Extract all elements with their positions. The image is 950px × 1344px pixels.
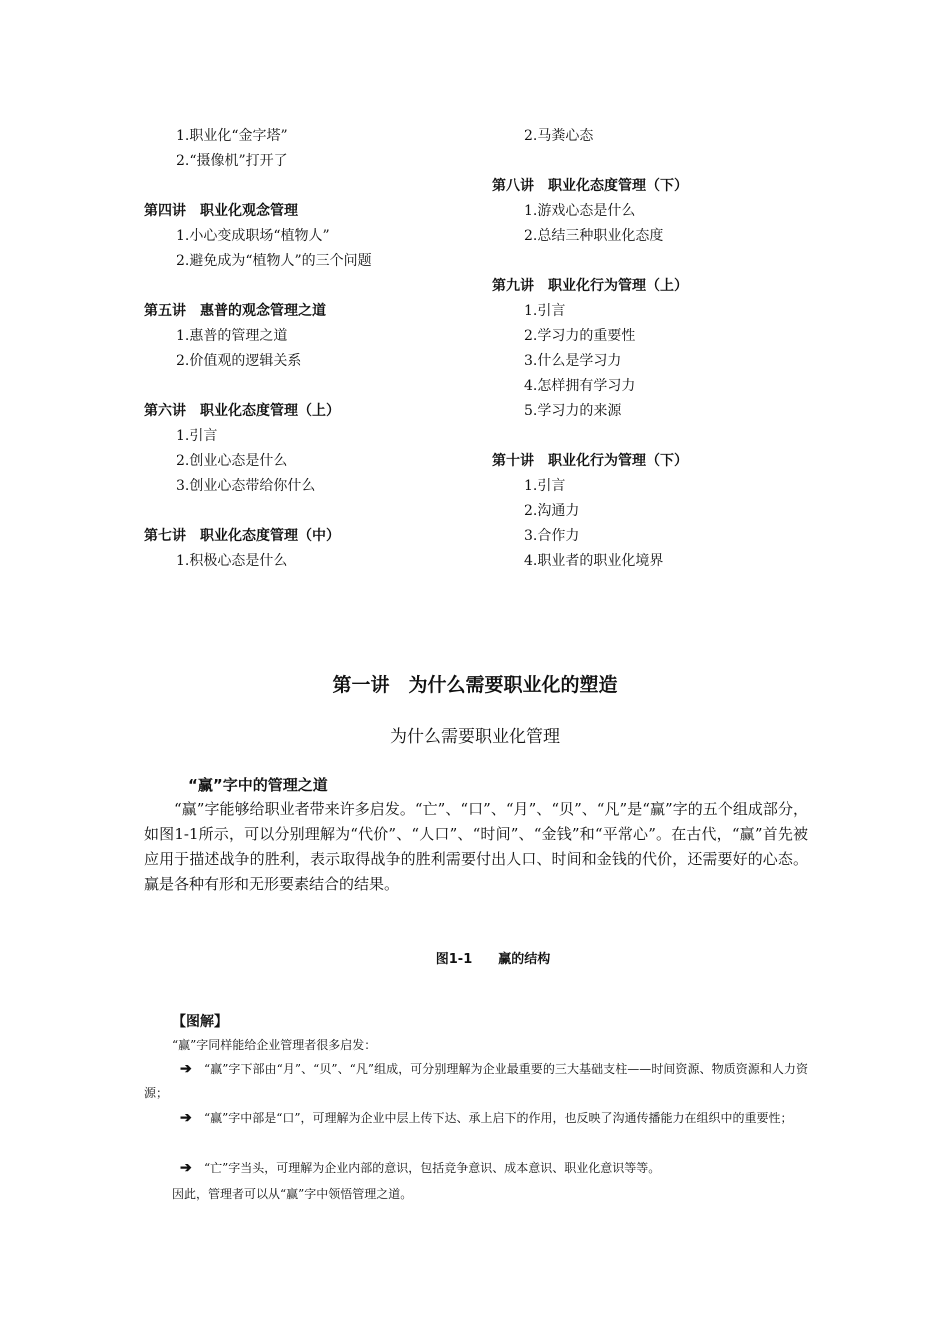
toc-entry: 1.引言 xyxy=(176,428,218,444)
tujie-bullet-text: “赢”字下部由“月”、“贝”、“凡”组成，可分别理解为企业最重要的三大基础支柱——时间资源、物质资源和人力资源； xyxy=(144,1062,808,1100)
tujie-bullet-text: “赢”字中部是“口”，可理解为企业中层上传下达、承上启下的作用，也反映了沟通传播能力在组织中的重要性； xyxy=(204,1111,793,1125)
arrow-icon: ➔ xyxy=(180,1061,192,1077)
arrow-icon: ➔ xyxy=(180,1160,192,1176)
toc-entry: 2.学习力的重要性 xyxy=(524,328,636,344)
toc-lecture-heading: 第八讲 职业化态度管理（下） xyxy=(492,178,688,194)
toc-entry: 4.职业者的职业化境界 xyxy=(524,553,664,569)
toc-spacer xyxy=(492,249,822,274)
toc-spacer xyxy=(492,149,822,174)
figure-caption: 图1-1 赢的结构 xyxy=(435,952,551,967)
toc-left-column xyxy=(144,124,464,574)
toc-right-column xyxy=(492,124,822,574)
toc-lecture-heading: 第六讲 职业化态度管理（上） xyxy=(144,403,340,419)
tujie-label: 【图解】 xyxy=(172,1014,228,1030)
section-heading: “赢”字中的管理之道 xyxy=(188,776,328,794)
toc-lecture-heading: 第七讲 职业化态度管理（中） xyxy=(144,528,340,544)
toc-entry: 5.学习力的来源 xyxy=(524,403,622,419)
toc-entry: 3.创业心态带给你什么 xyxy=(176,478,316,494)
toc-entry: 1.职业化“金字塔” xyxy=(176,128,288,144)
toc-lecture-heading: 第九讲 职业化行为管理（上） xyxy=(492,278,688,294)
toc-entry: 1.惠普的管理之道 xyxy=(176,328,288,344)
toc-spacer xyxy=(144,274,464,299)
toc-lecture-heading: 第十讲 职业化行为管理（下） xyxy=(492,453,688,469)
tujie-bullet-text: “亡”字当头，可理解为企业内部的意识，包括竞争意识、成本意识、职业化意识等等。 xyxy=(204,1161,661,1175)
toc-entry: 1.游戏心态是什么 xyxy=(524,203,636,219)
toc-entry: 1.小心变成职场“植物人” xyxy=(176,228,330,244)
toc-spacer xyxy=(144,174,464,199)
toc-spacer xyxy=(144,499,464,524)
chapter-title: 第一讲 为什么需要职业化的塑造 xyxy=(332,674,618,696)
toc-entry: 1.积极心态是什么 xyxy=(176,553,288,569)
toc-entry: 2.避免成为“植物人”的三个问题 xyxy=(176,253,372,269)
toc-lecture-heading: 第四讲 职业化观念管理 xyxy=(144,203,298,219)
chapter-subtitle: 为什么需要职业化管理 xyxy=(390,727,560,747)
tujie-bullet xyxy=(144,1057,808,1105)
toc-entry: 2.总结三种职业化态度 xyxy=(524,228,664,244)
toc-entry: 1.引言 xyxy=(524,303,566,319)
arrow-icon: ➔ xyxy=(180,1110,192,1126)
toc-entry: 2.马粪心态 xyxy=(524,128,594,144)
toc-entry: 2.“摄像机”打开了 xyxy=(176,153,288,169)
tujie-bullet xyxy=(144,1106,808,1130)
tujie-conclusion: 因此，管理者可以从“赢”字中领悟管理之道。 xyxy=(172,1187,413,1201)
body-paragraph: “赢”字能够给职业者带来许多启发。“亡”、“口”、“月”、“贝”、“凡”是“赢”字的五个组成部分，如图1-1所示，可以分别理解为“代价”、“人口”、“时间”、“金钱”和“平常心”。在古代，“赢”首先被应用于描述战争的胜利，表示取得战争的胜利需要付出人口、时间和金钱的代价，还需要好的心态。赢是各种有形和无形要素结合的结果。 xyxy=(144,800,808,893)
toc-entry: 4.怎样拥有学习力 xyxy=(524,378,636,394)
toc-entry: 2.沟通力 xyxy=(524,503,580,519)
toc-lecture-heading: 第五讲 惠普的观念管理之道 xyxy=(144,303,326,319)
tujie-intro: “赢”字同样能给企业管理者很多启发： xyxy=(172,1038,377,1052)
toc-entry: 3.合作力 xyxy=(524,528,580,544)
toc-entry: 2.价值观的逻辑关系 xyxy=(176,353,302,369)
toc-entry: 3.什么是学习力 xyxy=(524,353,622,369)
tujie-bullet xyxy=(144,1156,808,1180)
toc-spacer xyxy=(144,374,464,399)
toc-entry: 1.引言 xyxy=(524,478,566,494)
toc-spacer xyxy=(492,424,822,449)
toc-entry: 2.创业心态是什么 xyxy=(176,453,288,469)
